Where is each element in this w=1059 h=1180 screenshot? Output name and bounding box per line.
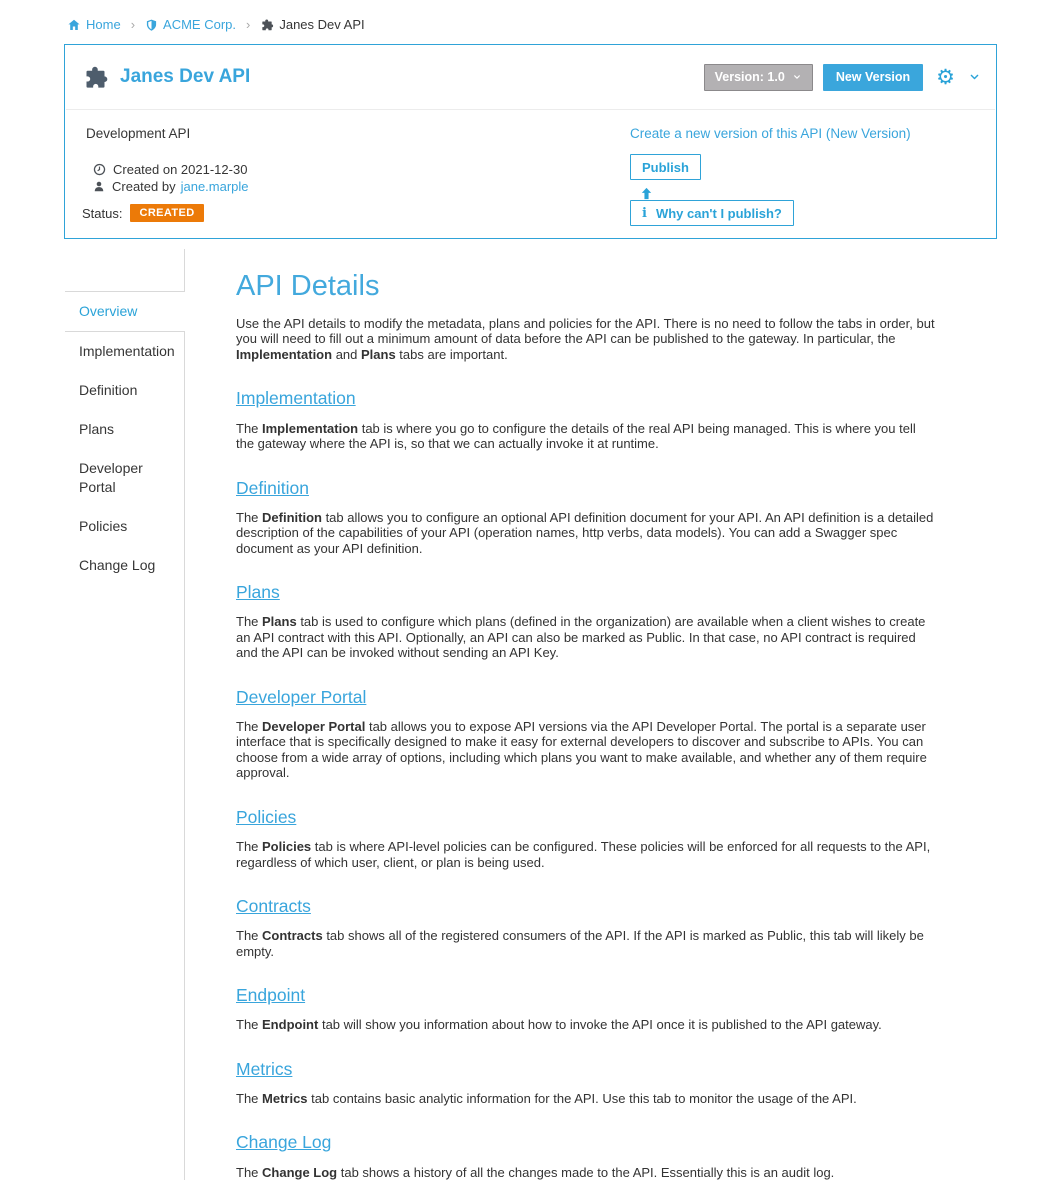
breadcrumb-org-link[interactable]: ACME Corp. [163,17,236,32]
status-label: Status: [82,205,123,221]
home-icon [67,18,81,32]
section-text: The Endpoint tab will show you information about how to invoke the API once it is published to the API gateway. [236,1017,882,1033]
sidebar-item-change-log[interactable]: Change Log [79,557,156,573]
sidebar-item-plans[interactable]: Plans [79,421,115,437]
created-by-label: Created by [112,178,176,194]
why-cant-publish-label: Why can't I publish? [655,205,782,221]
puzzle-icon-large [82,64,109,91]
main-content [185,249,935,1180]
section-link-implementation[interactable]: Implementation [236,388,356,409]
breadcrumb-separator: › [246,17,251,32]
puzzle-icon [260,18,274,32]
content-section [236,1059,935,1107]
breadcrumb-current-label: Janes Dev API [279,17,365,32]
user-icon [93,180,105,193]
section-text: The Metrics tab contains basic analytic information for the API. Use this tab to monitor the usage of the API. [236,1090,857,1106]
created-on-text: Created on 2021-12-30 [113,161,248,177]
sidebar-item-developer-portal[interactable]: Developer Portal [79,460,143,495]
section-link-endpoint[interactable]: Endpoint [236,985,306,1006]
version-dropdown-label: Version: 1.0 [714,70,785,84]
lower-layout [65,249,1059,1180]
api-meta-rows [93,161,630,194]
created-by-user-link[interactable]: jane.marple [180,178,249,194]
chevron-down-icon [968,72,981,82]
content-section [236,582,935,661]
section-link-policies[interactable]: Policies [236,806,297,827]
version-dropdown-button[interactable] [704,64,813,91]
section-link-change-log[interactable]: Change Log [236,1132,332,1153]
content-intro: Use the API details to modify the metadata, plans and policies for the API. There is no need to follow the tabs in order, but you will need to fill out a minimum amount of data before the API can be published to the gateway. In particular, the Implementation and Plans tabs are important. [236,315,935,362]
breadcrumb-separator: › [130,17,136,32]
sidebar-item-implementation[interactable]: Implementation [79,343,175,359]
content-section [236,388,935,451]
status-row [82,204,630,222]
page-title: Janes Dev API [120,66,251,87]
breadcrumb-org[interactable] [145,17,236,32]
caret-down-icon [792,73,802,81]
breadcrumb-home-link[interactable]: Home [86,17,121,32]
clock-icon [93,163,106,176]
section-text: The Contracts tab shows all of the registered consumers of the API. If the API is marked as Public, this tab will likely be empty. [236,928,924,959]
sidebar-nav [65,249,185,1180]
sidebar-item-policies[interactable]: Policies [79,518,128,534]
section-link-contracts[interactable]: Contracts [236,896,311,917]
content-section [236,687,935,781]
section-text: The Developer Portal tab allows you to expose API versions via the API Developer Portal. The portal is a separate user interface that is specifically designed to make it easy for external developers to discover and subscribe to APIs. You can choose from a wide array of options, including which plans you want to make available, and whether any of them require approval. [236,718,927,781]
content-section [236,1132,935,1180]
shield-icon [145,18,158,32]
breadcrumb-current-api [260,17,364,32]
new-version-button[interactable]: New Version [823,64,923,91]
content-section [236,896,935,959]
content-section [236,807,935,870]
create-new-version-link[interactable]: Create a new version of this API (New Version) [630,126,911,141]
breadcrumb-home[interactable] [67,17,121,32]
section-link-definition[interactable]: Definition [236,477,309,498]
sections [236,388,935,1180]
why-cant-publish-button[interactable] [630,200,794,226]
section-link-developer-portal[interactable]: Developer Portal [236,686,367,707]
sidebar-spacer [65,249,185,291]
api-action-column [630,110,981,226]
content-title: API Details [236,270,380,302]
section-link-plans[interactable]: Plans [236,582,280,603]
settings-button[interactable] [936,64,955,89]
sidebar-item-definition[interactable]: Definition [79,382,138,398]
api-header-card [64,44,997,239]
section-text: The Plans tab is used to configure which plans (defined in the organization) are available when a client wishes to create an API contract with this API. Optionally, an API can also be marked as Public. In that case, no API contract is required and the API can be invoked without sending an API Key. [236,614,926,661]
content-section [236,985,935,1033]
created-on-row [93,161,630,177]
gear-icon: ⚙ [936,64,955,89]
created-by-row [93,178,630,194]
section-text: The Definition tab allows you to configure an optional API definition document for your API. An API definition is a detailed description of the capabilities of your API (operation names, http verbs, data models). You can add a Swagger spec document as your API definition. [236,509,934,556]
section-text: The Implementation tab is where you go to configure the details of the real API being managed. This is where you tell the gateway where the API is, so that we can actually invoke it at runtime. [236,420,916,452]
breadcrumb [0,0,1059,44]
api-meta-column [65,110,630,226]
header-menu-toggle[interactable] [968,72,981,82]
publish-button[interactable]: Publish [630,154,701,180]
section-text: The Policies tab is where API-level policies can be configured. These policies will be enforced for all requests to the API, regardless of which user, client, or plan is being used. [236,839,931,870]
section-link-metrics[interactable]: Metrics [236,1058,293,1079]
arrow-up-icon [639,186,981,201]
status-badge: CREATED [130,204,203,222]
api-header-body [65,110,996,238]
sidebar-item-overview[interactable]: Overview [65,291,185,332]
content-section [236,478,935,557]
api-description: Development API [86,126,191,141]
section-text: The Change Log tab shows a history of all the changes made to the API. Essentially this is an audit log. [236,1164,835,1180]
api-header-top [65,45,996,109]
info-icon: i [642,205,647,221]
